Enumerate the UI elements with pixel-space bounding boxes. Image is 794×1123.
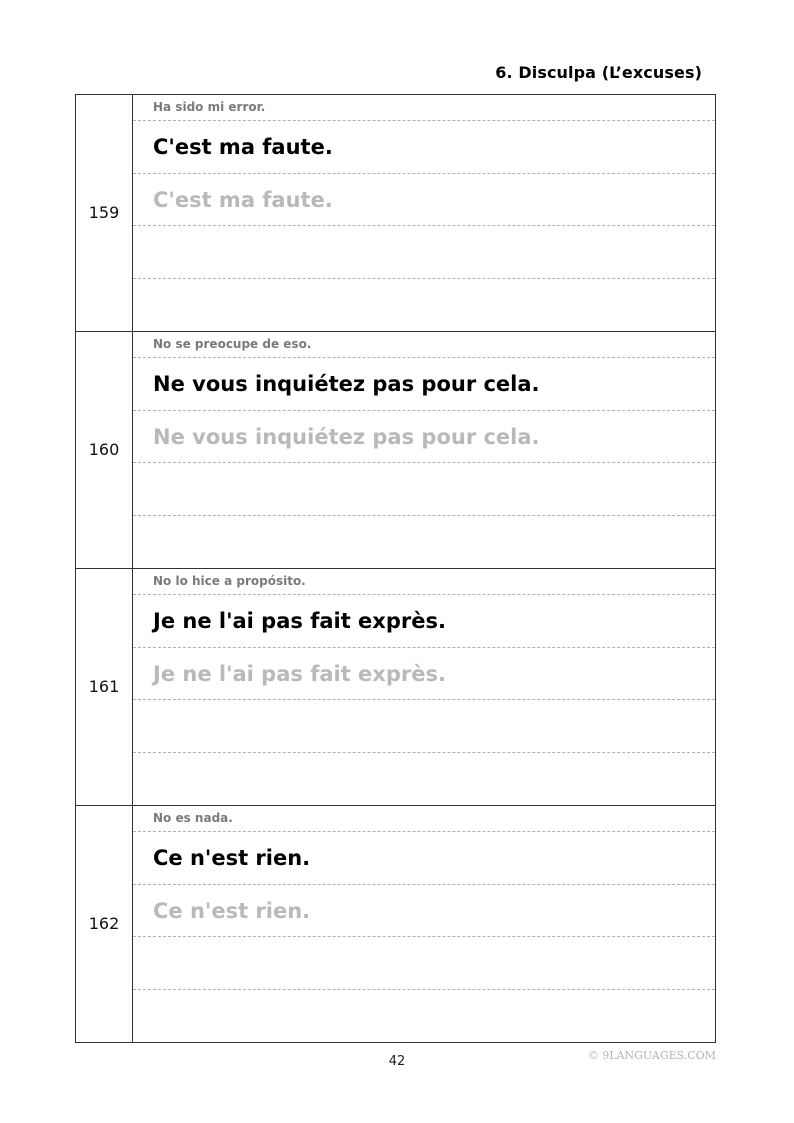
writing-lines bbox=[133, 806, 715, 1042]
dashed-rule bbox=[133, 462, 715, 463]
spanish-hint: No es nada. bbox=[153, 811, 233, 825]
writing-lines bbox=[133, 332, 715, 568]
entry-number: 160 bbox=[88, 440, 120, 459]
french-phrase: Ne vous inquiétez pas pour cela. bbox=[153, 372, 540, 396]
number-column bbox=[76, 569, 133, 805]
dashed-rule bbox=[133, 594, 715, 595]
writing-lines bbox=[133, 95, 715, 331]
spanish-hint: No lo hice a propósito. bbox=[153, 574, 306, 588]
dashed-rule bbox=[133, 831, 715, 832]
dashed-rule bbox=[133, 278, 715, 279]
entry-number: 161 bbox=[88, 677, 120, 696]
dashed-rule bbox=[133, 647, 715, 648]
dashed-rule bbox=[133, 989, 715, 990]
dashed-rule bbox=[133, 936, 715, 937]
dashed-rule bbox=[133, 173, 715, 174]
french-phrase: Je ne l'ai pas fait exprès. bbox=[153, 609, 446, 633]
dashed-rule bbox=[133, 410, 715, 411]
dashed-rule bbox=[133, 515, 715, 516]
spanish-hint: No se preocupe de eso. bbox=[153, 337, 312, 351]
practice-sheet bbox=[75, 94, 716, 1043]
french-phrase: Ce n'est rien. bbox=[153, 846, 311, 870]
dashed-rule bbox=[133, 225, 715, 226]
dashed-rule bbox=[133, 357, 715, 358]
tracing-phrase: Je ne l'ai pas fait exprès. bbox=[153, 662, 446, 686]
number-column bbox=[76, 806, 133, 1042]
french-phrase: C'est ma faute. bbox=[153, 135, 333, 159]
number-column bbox=[76, 332, 133, 568]
dashed-rule bbox=[133, 884, 715, 885]
page-number: 42 bbox=[388, 1054, 406, 1069]
tracing-phrase: Ce n'est rien. bbox=[153, 899, 311, 923]
dashed-rule bbox=[133, 699, 715, 700]
copyright-notice: © 9LANGUAGES.COM bbox=[587, 1049, 716, 1062]
entry-number: 162 bbox=[88, 914, 120, 933]
tracing-phrase: C'est ma faute. bbox=[153, 188, 333, 212]
spanish-hint: Ha sido mi error. bbox=[153, 100, 266, 114]
practice-entry-161 bbox=[75, 569, 716, 806]
entry-number: 159 bbox=[88, 203, 120, 222]
practice-entry-162 bbox=[75, 806, 716, 1043]
practice-entry-160 bbox=[75, 332, 716, 569]
dashed-rule bbox=[133, 752, 715, 753]
dashed-rule bbox=[133, 120, 715, 121]
tracing-phrase: Ne vous inquiétez pas pour cela. bbox=[153, 425, 540, 449]
practice-entry-159 bbox=[75, 95, 716, 332]
number-column bbox=[76, 95, 133, 331]
section-title: 6. Disculpa (L’excuses) bbox=[495, 63, 702, 82]
writing-lines bbox=[133, 569, 715, 805]
